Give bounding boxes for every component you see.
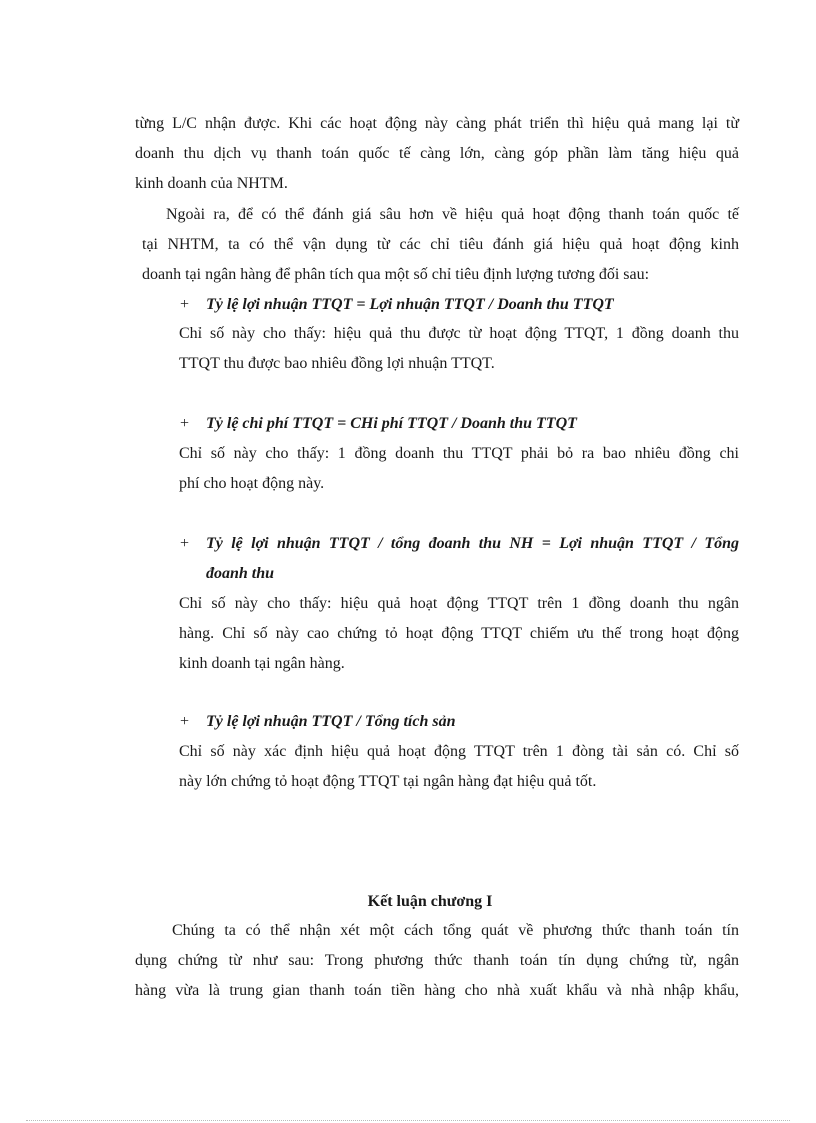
page-bottom-divider <box>26 1120 790 1121</box>
indicator-desc-line: phí cho hoạt động này. <box>179 475 325 492</box>
indicator-title <box>180 712 456 732</box>
paragraph-line: tại NHTM, ta có thể vận dụng từ các chỉ tiêu đánh giá hiệu quả hoạt động kinh <box>142 236 739 253</box>
indicator-desc-line: kinh doanh tại ngân hàng. <box>179 655 345 672</box>
plus-bullet-icon: + <box>180 535 190 552</box>
paragraph-line: dụng chứng từ như sau: Trong phương thức thanh toán tín dụng chứng từ, ngân <box>135 952 739 969</box>
paragraph-line: doanh tại ngân hàng để phân tích qua một số chỉ tiêu định lượng tương đối sau: <box>142 266 650 283</box>
paragraph-line: Ngoài ra, để có thể đánh giá sâu hơn về hiệu quả hoạt động thanh toán quốc tế <box>166 206 739 223</box>
indicator-title-text: Tỷ lệ chi phí TTQT = CHi phí TTQT / Doanh thu TTQT <box>206 415 577 432</box>
plus-bullet-icon: + <box>180 415 190 432</box>
paragraph-line: hàng vừa là trung gian thanh toán tiền hàng cho nhà xuất khẩu và nhà nhập khẩu, <box>135 982 739 999</box>
paragraph-line: doanh thu dịch vụ thanh toán quốc tế càng lớn, càng góp phần làm tăng hiệu quả <box>135 145 739 162</box>
indicator-title-text: Tỷ lệ lợi nhuận TTQT / tổng đoanh thu NH = Lợi nhuận TTQT / Tổng <box>206 535 739 552</box>
plus-bullet-icon: + <box>180 713 190 730</box>
indicator-title <box>180 534 739 554</box>
plus-bullet-icon: + <box>180 296 190 313</box>
indicator-desc-line: Chỉ số này cho thấy: hiệu quả hoạt động TTQT trên 1 đồng doanh thu ngân <box>179 595 739 612</box>
indicator-desc-line: hàng. Chỉ số này cao chứng tỏ hoạt động TTQT chiếm ưu thế trong hoạt động <box>179 625 739 642</box>
indicator-desc-line: Chỉ số này xác định hiệu quả hoạt động TTQT trên 1 đòng tài sản có. Chỉ số <box>179 743 739 760</box>
indicator-desc-line: TTQT thu được bao nhiêu đồng lợi nhuận TTQT. <box>179 355 495 372</box>
paragraph-line: kinh doanh của NHTM. <box>135 175 288 192</box>
paragraph-line: Chúng ta có thể nhận xét một cách tổng quát về phương thức thanh toán tín <box>172 922 739 939</box>
indicator-desc-line: Chỉ số này cho thấy: hiệu quả thu được từ hoạt động TTQT, 1 đồng doanh thu <box>179 325 739 342</box>
indicator-desc-line: này lớn chứng tỏ hoạt động TTQT tại ngân hàng đạt hiệu quả tốt. <box>179 773 597 790</box>
indicator-title-continuation: đoanh thu <box>206 565 275 582</box>
paragraph-line: từng L/C nhận được. Khi các hoạt động này càng phát triển thì hiệu quả mang lại từ <box>135 115 739 132</box>
indicator-title-text: Tỷ lệ lợi nhuận TTQT / Tổng tích sản <box>206 713 456 730</box>
indicator-title <box>180 414 577 434</box>
indicator-title <box>180 295 614 315</box>
section-heading: Kết luận chương I <box>367 893 493 910</box>
indicator-desc-line: Chỉ số này cho thấy: 1 đồng doanh thu TTQT phải bỏ ra bao nhiêu đồng chi <box>179 445 739 462</box>
indicator-title-text: Tỷ lệ lợi nhuận TTQT = Lợi nhuận TTQT / Doanh thu TTQT <box>206 296 614 313</box>
